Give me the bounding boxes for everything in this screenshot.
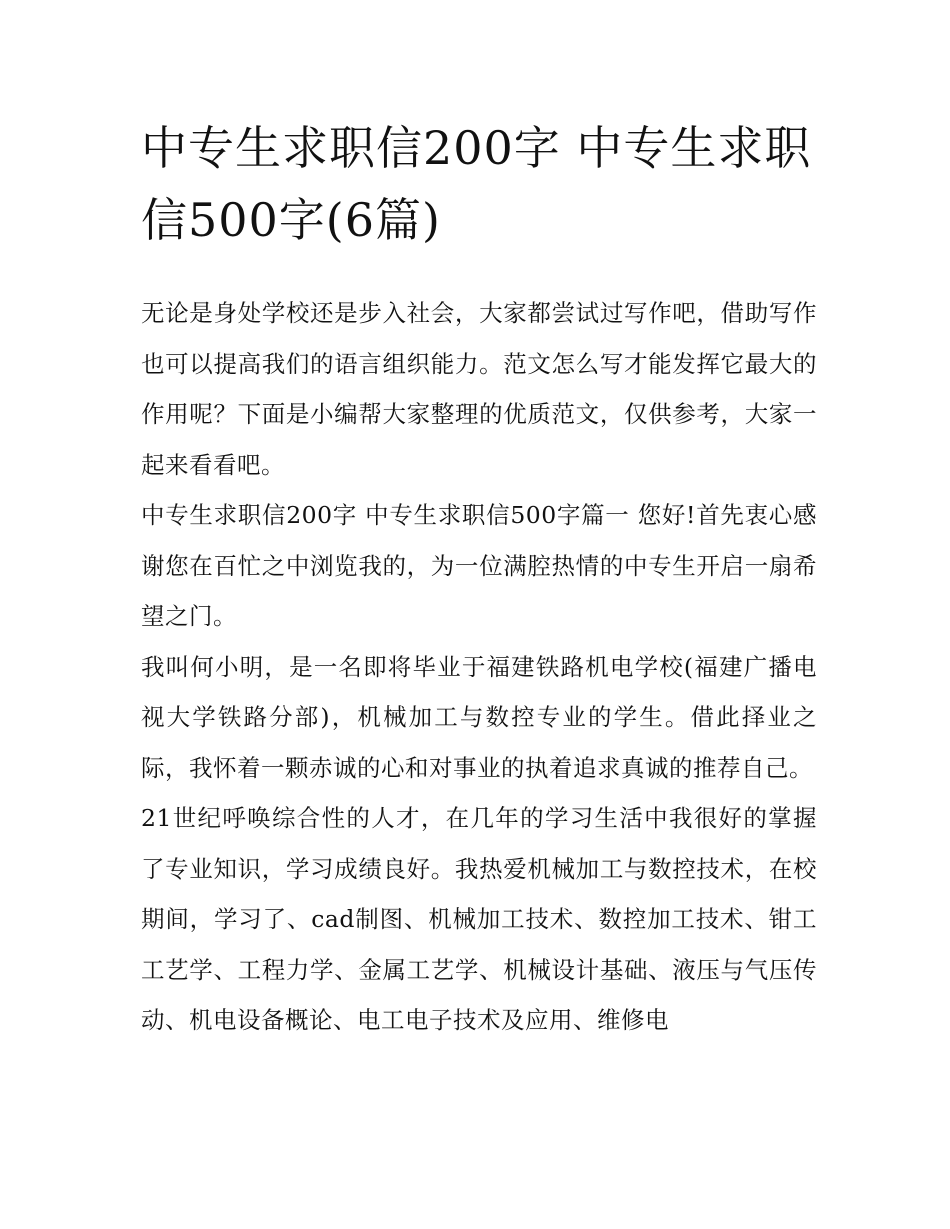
document-title: 中专生求职信200字 中专生求职信500字(6篇) bbox=[141, 121, 812, 247]
skills-paragraph: 21世纪呼唤综合性的人才，在几年的学习生活中我很好的掌握了专业知识，学习成绩良好。我热爱机械加工与数控技术，在校期间，学习了、cad制图、机械加工技术、数控加工技术、钳工工艺学、工程力学、金属工艺学、机械设计基础、液压与气压传动、机电设备概论、电工电子技术及应用、维修电 bbox=[141, 804, 817, 1034]
self-introduction-paragraph: 我叫何小明，是一名即将毕业于福建铁路机电学校(福建广播电视大学铁路分部)，机械加工与数控专业的学生。借此择业之际，我怀着一颗赤诚的心和对事业的执着追求真诚的推荐自己。 bbox=[141, 652, 817, 782]
document-body bbox=[141, 112, 817, 1046]
intro-paragraph: 无论是身处学校还是步入社会，大家都尝试过写作吧，借助写作也可以提高我们的语言组织能力。范文怎么写才能发挥它最大的作用呢？下面是小编帮大家整理的优质范文，仅供参考，大家一起来看看吧。 bbox=[141, 299, 817, 479]
letter-opening-paragraph: 中专生求职信200字 中专生求职信500字篇一 您好!首先衷心感谢您在百忙之中浏览我的，为一位满腔热情的中专生开启一扇希望之门。 bbox=[141, 501, 817, 630]
